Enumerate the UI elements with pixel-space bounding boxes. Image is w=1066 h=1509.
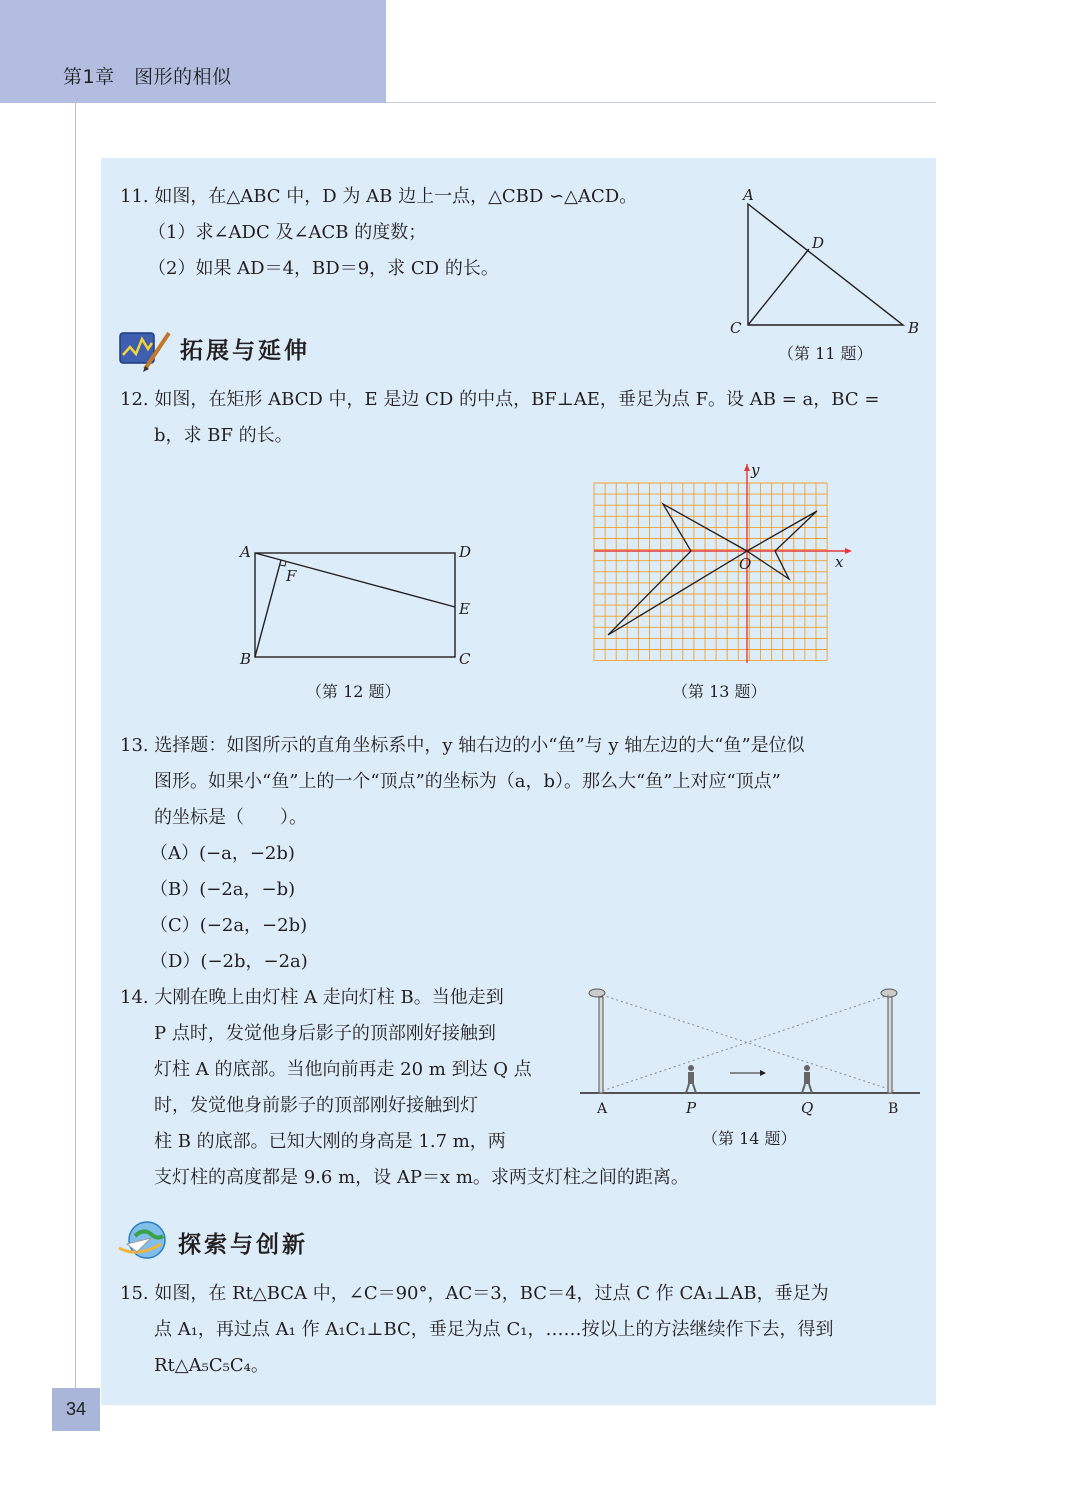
q13-line2: 图形。如果小“鱼”上的一个“顶点”的坐标为（a，b）。那么大“鱼”上对应“顶点”: [154, 771, 781, 792]
q12-line2: b，求 BF 的长。: [154, 425, 293, 446]
q12-rectangle: [255, 553, 455, 657]
q11-line3: （2）如果 AD＝4，BD＝9，求 CD 的长。: [148, 258, 499, 279]
q14-line2: P 点时，发觉他身后影子的顶部刚好接触到: [154, 1023, 496, 1044]
q11-label-b: B: [908, 319, 920, 337]
q14-line4: 时，发觉他身前影子的顶部刚好接触到灯: [154, 1095, 478, 1116]
q11-label-c: C: [730, 319, 742, 337]
q12-segment-ae: [255, 553, 455, 607]
q13-figure: [590, 460, 860, 670]
q14-caption: （第 14 题）: [702, 1129, 797, 1148]
q14-pole-b: [888, 997, 892, 1093]
q13-caption: （第 13 题）: [672, 682, 767, 701]
q11-figure: [725, 185, 925, 335]
q13-grid: [594, 483, 827, 661]
q12-label-a: A: [240, 543, 251, 561]
q14-label-p: P: [686, 1099, 697, 1117]
q14-label-q: Q: [801, 1099, 814, 1117]
page-number: 34: [52, 1388, 100, 1431]
q14-line3: 灯柱 A 的底部。当他向前再走 20 m 到达 Q 点: [154, 1059, 532, 1080]
q11-segment-cd: [748, 249, 809, 325]
q13-y-arrow: [744, 464, 750, 471]
q13-label-o: O: [739, 555, 752, 573]
q13-big-fish: [608, 504, 747, 635]
q13-option-a: （A）(−a，−2b): [150, 843, 295, 864]
q14-person-q: [802, 1065, 812, 1093]
q12-caption: （第 12 题）: [306, 682, 401, 701]
q12-segment-bf: [255, 560, 281, 657]
q13-label-x: x: [835, 553, 844, 571]
q12-label-d: D: [459, 543, 472, 561]
explore-section-title: 探索与创新: [178, 1231, 308, 1258]
q12-label-e: E: [459, 600, 470, 618]
q14-line5: 柱 B 的底部。已知大刚的身高是 1.7 m，两: [154, 1131, 506, 1152]
chapter-title: 第1章 图形的相似: [63, 66, 232, 88]
q14-line1: 14. 大刚在晚上由灯柱 A 走向灯柱 B。当他走到: [120, 987, 504, 1008]
q11-line1: 11. 如图，在△ABC 中，D 为 AB 边上一点，△CBD ∽△ACD。: [120, 186, 638, 207]
q14-lamp-b: [881, 989, 897, 997]
extend-section-icon: [117, 325, 173, 373]
q14-person-p: [686, 1065, 696, 1093]
header-rule: [386, 102, 936, 103]
q14-label-a: A: [597, 1101, 608, 1117]
q13-option-c: （C）(−2a，−2b): [150, 915, 308, 936]
q14-figure: [580, 983, 925, 1123]
q15-line2: 点 A₁，再过点 A₁ 作 A₁C₁⊥BC，垂足为点 C₁，……按以上的方法继续作下去，得到: [154, 1319, 834, 1340]
q12-label-f: F: [286, 567, 297, 585]
q12-label-b: B: [240, 650, 252, 668]
q15-line1: 15. 如图，在 Rt△BCA 中，∠C＝90°，AC＝3，BC＝4，过点 C 作 CA₁⊥AB，垂足为: [120, 1283, 829, 1304]
q11-line2: （1）求∠ADC 及∠ACB 的度数；: [148, 222, 427, 243]
q11-triangle: [748, 204, 903, 325]
q14-pole-a: [599, 997, 603, 1093]
margin-rule: [75, 103, 76, 1390]
q14-label-b: B: [888, 1101, 899, 1117]
q13-option-d: （D）(−2b，−2a): [150, 951, 308, 972]
q12-figure: [235, 540, 480, 670]
q13-x-arrow: [845, 548, 852, 554]
explore-section-icon: [117, 1218, 173, 1264]
q15-line3: Rt△A₅C₅C₄。: [154, 1355, 269, 1376]
q11-label-a: A: [743, 186, 754, 204]
q13-option-b: （B）(−2a，−b): [150, 879, 296, 900]
q12-line1: 12. 如图，在矩形 ABCD 中，E 是边 CD 的中点，BF⊥AE，垂足为点 F。设 AB = a，BC =: [120, 389, 880, 410]
q11-label-d: D: [812, 234, 825, 252]
q13-line3: 的坐标是（ ）。: [154, 807, 307, 828]
q13-line1: 13. 选择题：如图所示的直角坐标系中，y 轴右边的小“鱼”与 y 轴左边的大“鱼”是位似: [120, 735, 805, 756]
q13-label-y: y: [751, 461, 760, 479]
extend-section-title: 拓展与延伸: [180, 337, 310, 364]
q13-small-fish: [747, 511, 817, 579]
q11-caption: （第 11 题）: [778, 344, 873, 363]
q14-lamp-a: [589, 989, 605, 997]
q14-line6: 支灯柱的高度都是 9.6 m，设 AP＝x m。求两支灯柱之间的距离。: [154, 1167, 689, 1188]
q12-label-c: C: [459, 650, 471, 668]
